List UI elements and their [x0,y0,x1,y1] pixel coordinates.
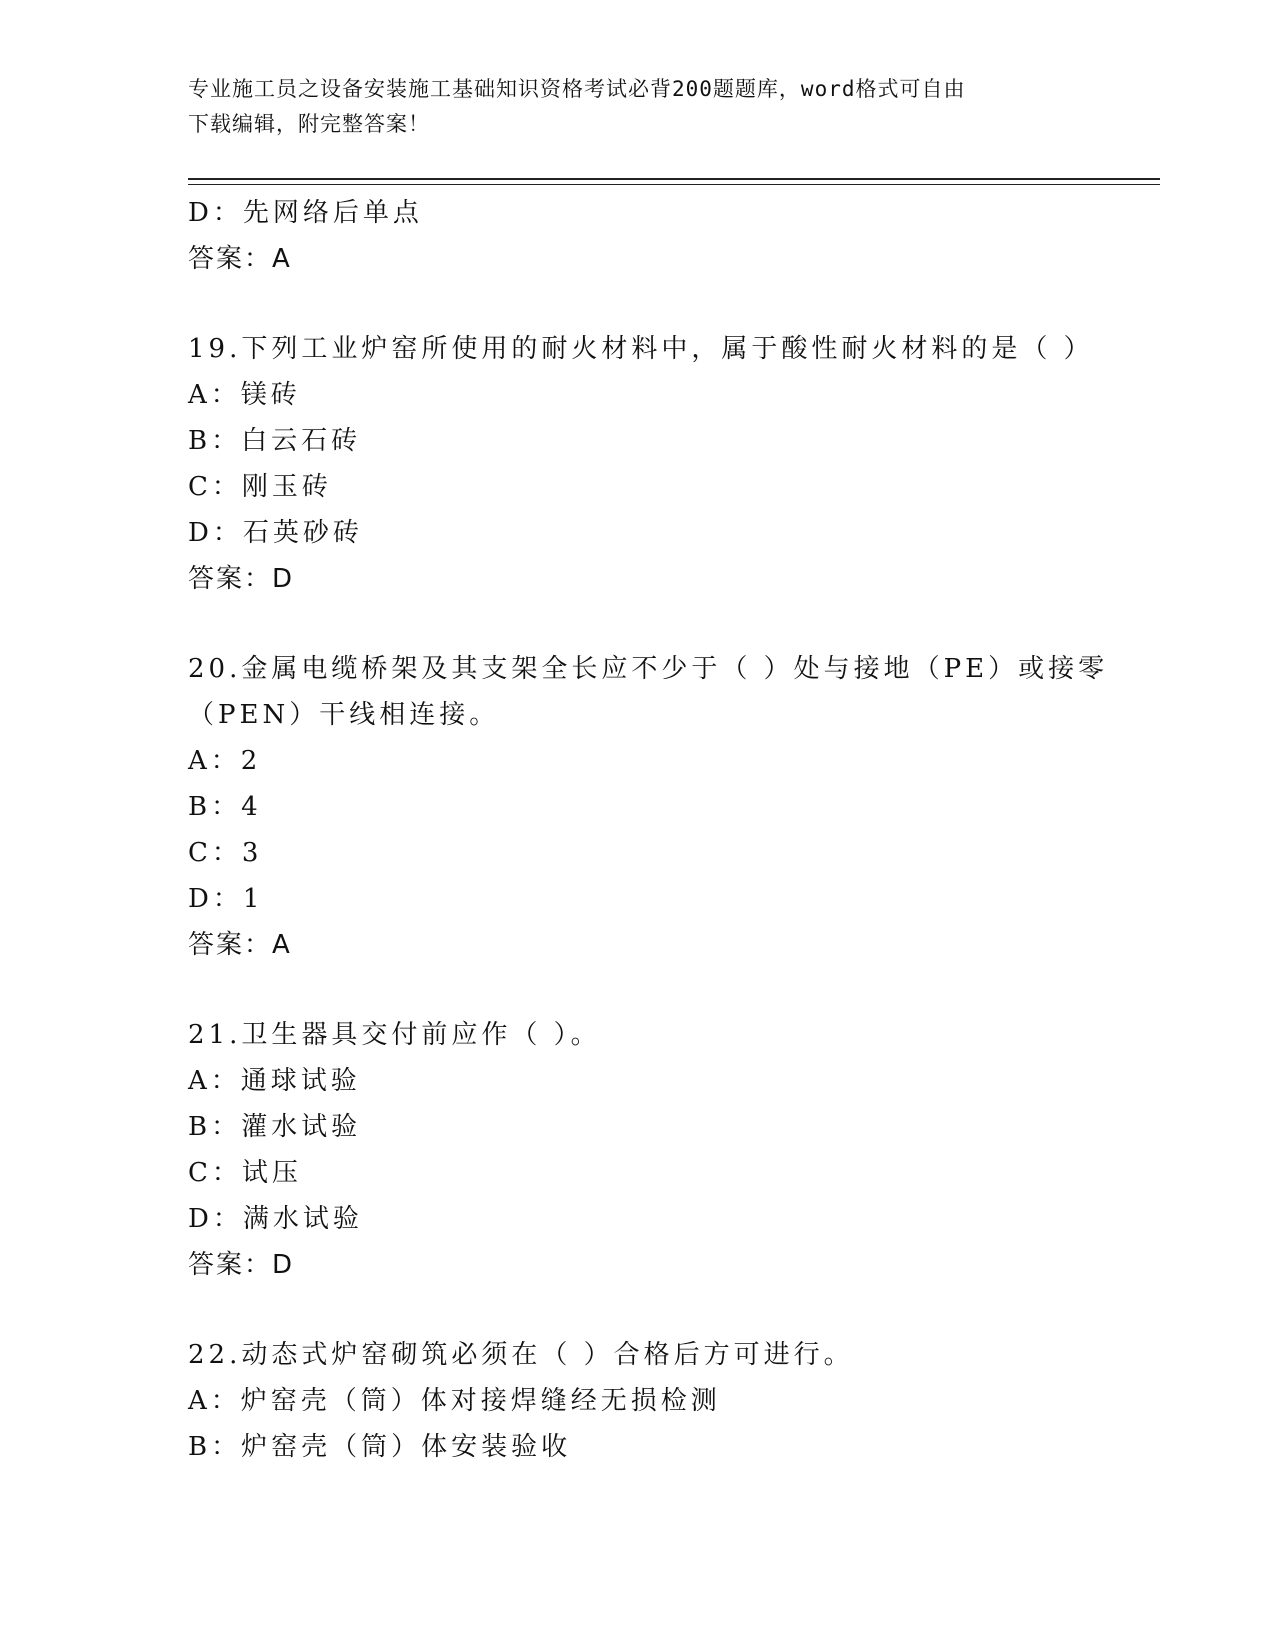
option-c: C：3 [188,838,263,868]
question-stem-line-1: 20.金属电缆桥架及其支架全长应不少于（ ）处与接地（PE）或接零 [188,654,1109,684]
header-line-2: 下载编辑，附完整答案！ [188,112,430,136]
document-header [188,72,1088,142]
header-line-1: 专业施工员之设备安装施工基础知识资格考试必背200题题库，word格式可自由 [188,77,966,101]
header-rule-thin [188,184,1160,185]
option-b: B：炉窑壳（筒）体安装验收 [188,1432,572,1462]
option-a: A：通球试验 [188,1066,361,1096]
answer-line: 答案：D [188,1250,295,1280]
question-22 [188,1332,1088,1470]
header-rule-thick [188,178,1160,180]
option-c: C：试压 [188,1158,302,1188]
option-c: C：刚玉砖 [188,472,332,502]
question-20 [188,646,1109,968]
option-b: B：白云石砖 [188,426,362,456]
option-a: A：2 [188,746,262,776]
option-b: B：4 [188,792,262,822]
question-19 [188,326,1094,602]
option-d: D：1 [188,884,264,914]
answer-line: 答案：A [188,930,292,960]
question-list [188,190,1109,1470]
option-a: A：炉窑壳（筒）体对接焊缝经无损检测 [188,1386,721,1416]
answer-line: 答案：A [188,244,292,274]
answer-line: 答案：D [188,564,295,594]
option-d: D：先网络后单点 [188,198,423,228]
option-d: D：满水试验 [188,1204,363,1234]
previous-question-continued [188,190,1088,282]
question-stem: 22.动态式炉窑砌筑必须在（ ）合格后方可进行。 [188,1340,854,1370]
option-a: A：镁砖 [188,380,301,410]
option-b: B：灌水试验 [188,1112,362,1142]
question-21 [188,1012,1088,1288]
question-stem: 21.卫生器具交付前应作（ ）。 [188,1020,601,1050]
option-d: D：石英砂砖 [188,518,363,548]
question-stem-line-2: （PEN）干线相连接。 [188,700,500,730]
question-stem: 19.下列工业炉窑所使用的耐火材料中，属于酸性耐火材料的是（ ） [188,334,1094,364]
